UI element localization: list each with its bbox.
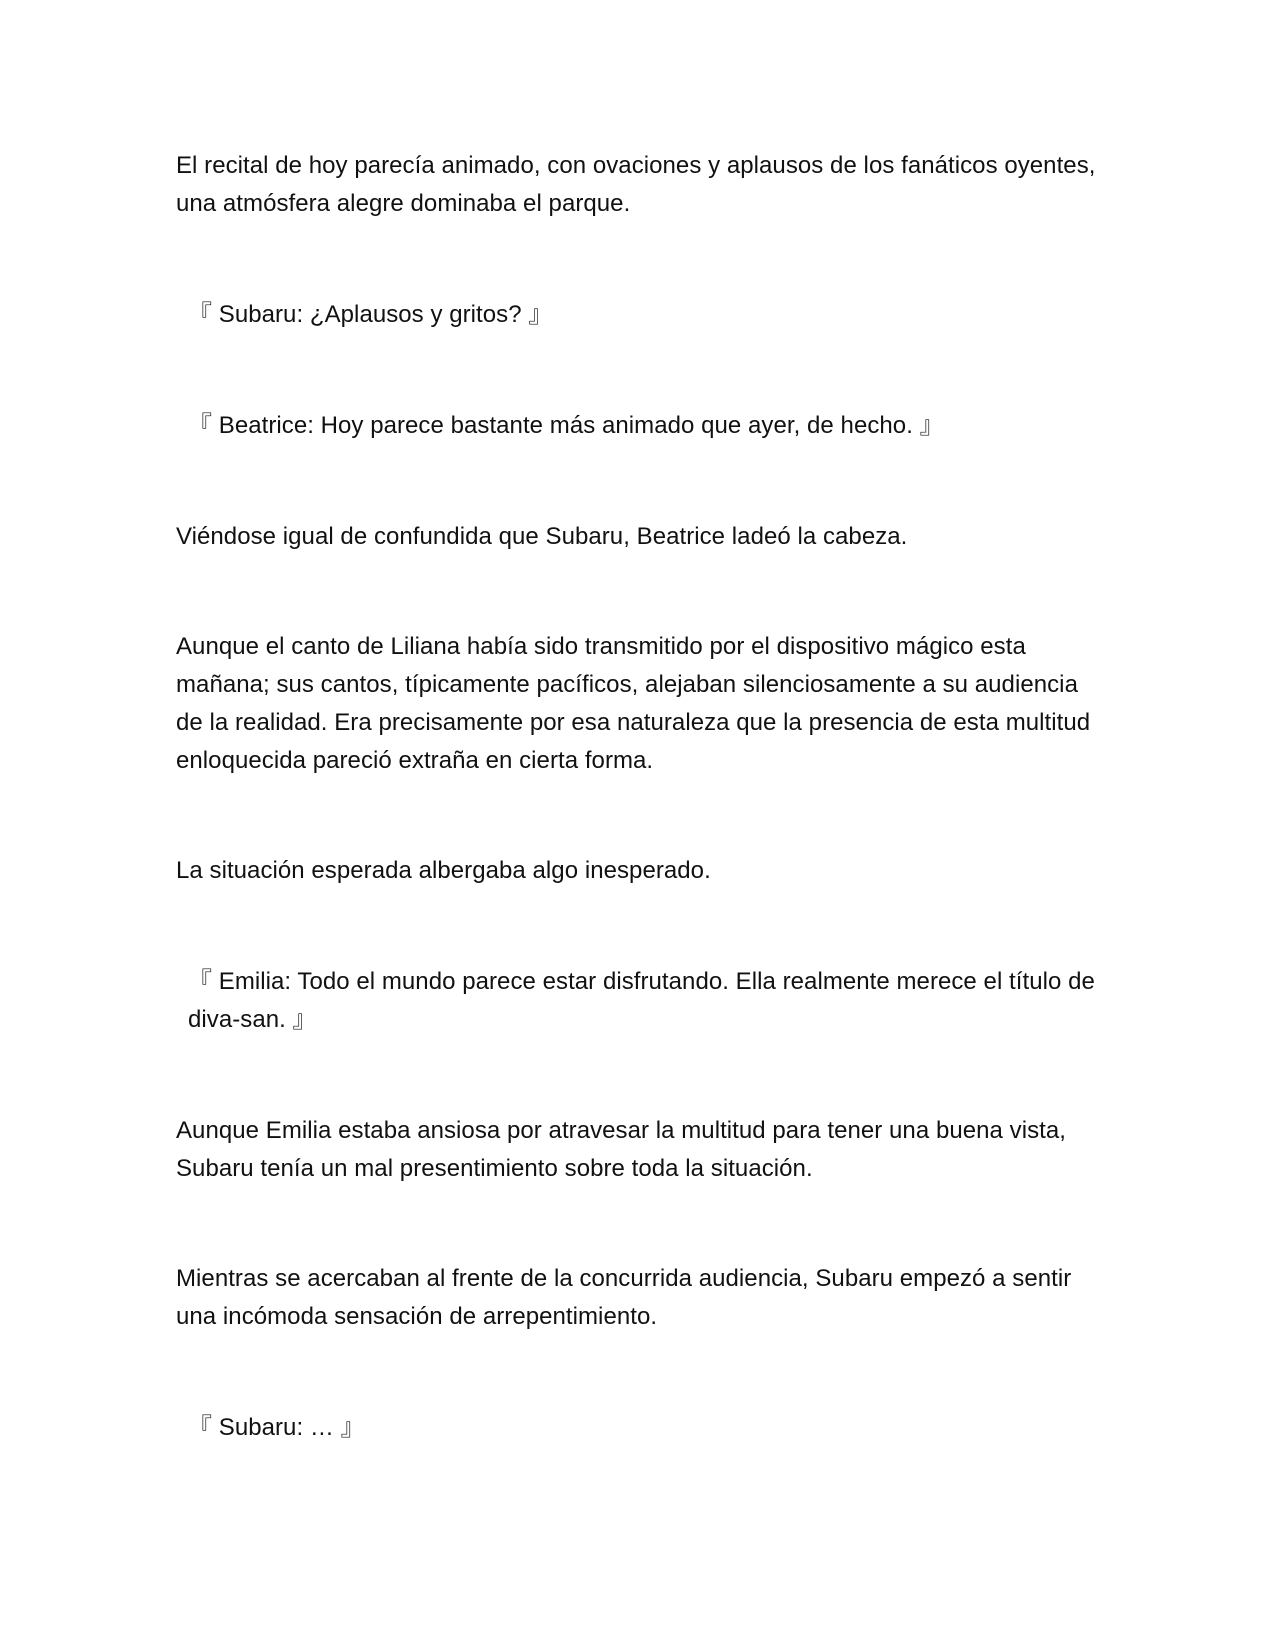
dialogue-line-beatrice: 『 Beatrice: Hoy parece bastante más animado que ayer, de hecho. 』 [188,412,944,439]
dialogue-line-subaru: 『 Subaru: … 』 [188,1414,365,1441]
narration-paragraph: La situación esperada albergaba algo inesperado. [176,857,711,884]
narration-paragraph: Mientras se acercaban al frente de la concurrida audiencia, Subaru empezó a sentir una incómoda sensación de arrepentimiento. [176,1265,1072,1330]
narration-paragraph: Viéndose igual de confundida que Subaru, Beatrice ladeó la cabeza. [176,523,908,550]
narration-paragraph: Aunque el canto de Liliana había sido transmitido por el dispositivo mágico esta mañana; sus cantos, típicamente pacíficos, alejaban silenciosamente a su audiencia de la realidad. Era precisamente por esa naturaleza que la presencia de esta multitud enloquecida pareció extraña en cierta forma. [176,633,1091,774]
dialogue-line-emilia: 『 Emilia: Todo el mundo parece estar disfrutando. Ella realmente merece el título de diva-san. 』 [188,968,1095,1033]
narration-paragraph: El recital de hoy parecía animado, con ovaciones y aplausos de los fanáticos oyentes, una atmósfera alegre dominaba el parque. [176,152,1096,217]
narration-paragraph: Aunque Emilia estaba ansiosa por atravesar la multitud para tener una buena vista, Subaru tenía un mal presentimiento sobre toda la situación. [176,1117,1066,1182]
dialogue-line-subaru: 『 Subaru: ¿Aplausos y gritos? 』 [188,301,553,328]
